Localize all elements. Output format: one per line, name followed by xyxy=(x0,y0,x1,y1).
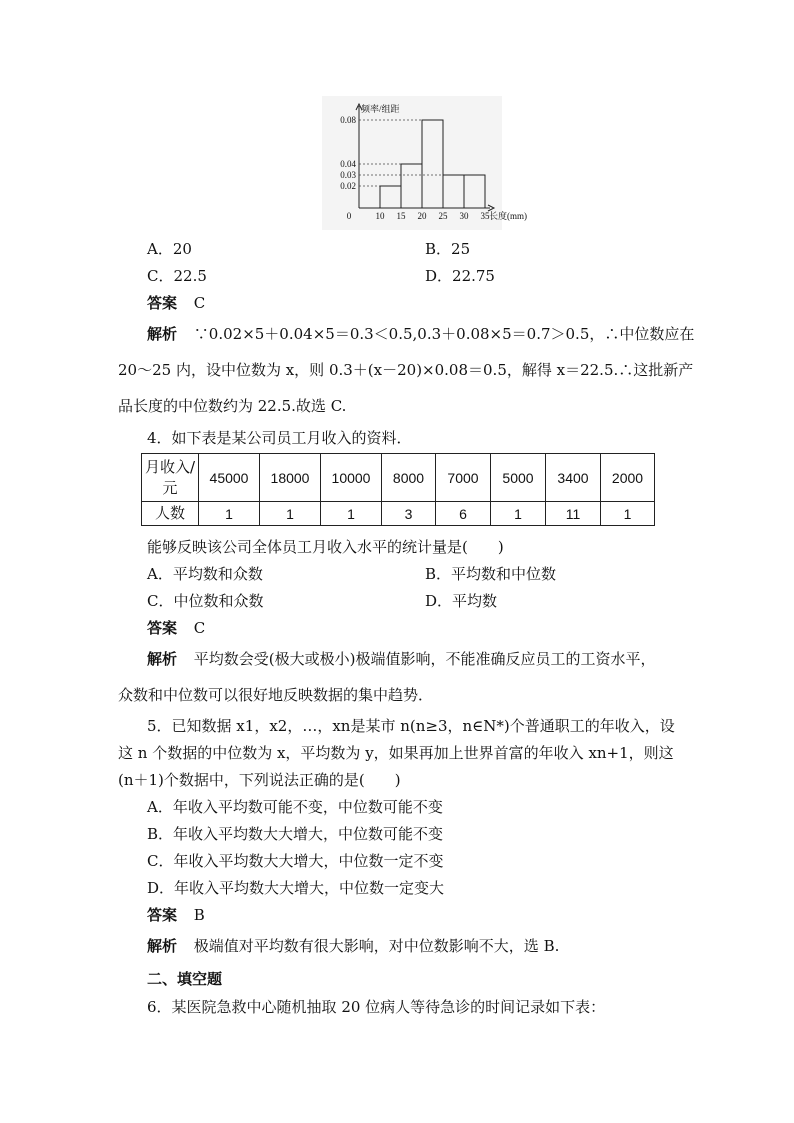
table-cell: 6 xyxy=(436,502,491,526)
table-cell: 45000 xyxy=(199,454,260,502)
y-tick-label: 0.03 xyxy=(340,170,356,180)
table-cell: 3400 xyxy=(546,454,601,502)
q4-option-d: D．平均数 xyxy=(425,592,498,610)
income-table xyxy=(141,453,655,526)
answer-value: C xyxy=(193,619,206,637)
table-cell: 1 xyxy=(199,502,260,526)
answer-value: B xyxy=(193,906,205,924)
q4-option-a: A．平均数和众数 xyxy=(147,565,263,583)
answer-label: 答案 xyxy=(147,619,178,637)
origin-label: 0 xyxy=(346,211,352,221)
table-cell: 1 xyxy=(491,502,546,526)
answer-value: C xyxy=(193,294,206,312)
q4-question: 能够反映该公司全体员工月收入水平的统计量是( ) xyxy=(147,538,504,556)
x-tick-label: 25 xyxy=(438,211,448,221)
q5-option-c: C．年收入平均数大大增大，中位数一定不变 xyxy=(147,852,444,870)
y-axis-label: 频率/组距 xyxy=(361,104,400,114)
table-row xyxy=(142,454,655,502)
y-tick-label: 0.08 xyxy=(340,115,356,125)
x-tick-label: 35 xyxy=(480,211,490,221)
q5-option-a: A．年收入平均数可能不变，中位数可能不变 xyxy=(147,798,443,816)
q6-stem: 6．某医院急救中心随机抽取 20 位病人等待急诊的时间记录如下表： xyxy=(147,998,606,1016)
analysis-label: 解析 xyxy=(147,937,178,955)
x-axis-label: 长度(mm) xyxy=(489,211,527,221)
table-cell: 1 xyxy=(601,502,655,526)
q5-analysis xyxy=(147,937,559,955)
q5-line1: 5．已知数据 x1，x2，…，xn是某市 n(n≥3，n∈N*)个普通职工的年收入，设 xyxy=(147,717,675,735)
q3-option-c: C．22.5 xyxy=(147,267,207,285)
q3-analysis-line1 xyxy=(147,325,694,343)
q3-answer xyxy=(147,294,205,312)
q3-option-d: D．22.75 xyxy=(425,267,495,285)
section-heading: 二、填空题 xyxy=(147,970,223,988)
table-cell: 11 xyxy=(546,502,601,526)
q4-analysis-line1 xyxy=(147,650,656,668)
x-tick-label: 30 xyxy=(459,211,469,221)
q5-line2: 这 n 个数据的中位数为 x，平均数为 y，如果再加上世界首富的年收入 xn+1，则这 xyxy=(118,744,674,762)
answer-label: 答案 xyxy=(147,906,178,924)
q5-option-d: D．年收入平均数大大增大，中位数一定变大 xyxy=(147,879,445,897)
table-cell: 5000 xyxy=(491,454,546,502)
analysis-text: ∵0.02×5＋0.04×5＝0.3＜0.5,0.3＋0.08×5＝0.7＞0.5，∴中位数应在 xyxy=(193,325,695,343)
table-cell: 7000 xyxy=(436,454,491,502)
q5-line3: (n＋1)个数据中，下列说法正确的是( ) xyxy=(118,771,401,789)
y-tick-label: 0.04 xyxy=(340,159,356,169)
q3-analysis-line3: 品长度的中位数约为 22.5.故选 C. xyxy=(118,397,347,415)
q5-option-b: B．年收入平均数大大增大，中位数可能不变 xyxy=(147,825,444,843)
q4-answer xyxy=(147,619,205,637)
table-cell: 1 xyxy=(321,502,382,526)
x-tick-label: 20 xyxy=(417,211,427,221)
table-cell: 3 xyxy=(382,502,436,526)
answer-label: 答案 xyxy=(147,294,178,312)
table-header-income: 月收入/元 xyxy=(142,454,199,502)
table-cell: 1 xyxy=(260,502,321,526)
x-tick-label: 15 xyxy=(396,211,406,221)
analysis-text: 平均数会受(极大或极小)极端值影响，不能准确反应员工的工资水平， xyxy=(193,650,656,668)
q5-answer xyxy=(147,906,205,924)
y-tick-label: 0.02 xyxy=(340,181,356,191)
table-cell: 10000 xyxy=(321,454,382,502)
table-header-count: 人数 xyxy=(142,502,199,526)
analysis-label: 解析 xyxy=(147,650,178,668)
x-tick-label: 10 xyxy=(375,211,385,221)
table-cell: 18000 xyxy=(260,454,321,502)
q4-option-c: C．中位数和众数 xyxy=(147,592,264,610)
table-cell: 2000 xyxy=(601,454,655,502)
histogram-figure xyxy=(322,96,527,230)
q4-analysis-line2: 众数和中位数可以很好地反映数据的集中趋势． xyxy=(118,686,434,704)
q3-analysis-line2: 20～25 内，设中位数为 x，则 0.3＋(x－20)×0.08＝0.5，解得 x＝22.5.∴这批新产 xyxy=(118,361,694,379)
q3-option-a: A．20 xyxy=(147,240,192,258)
table-row xyxy=(142,502,655,526)
q4-stem: 4．如下表是某公司员工月收入的资料． xyxy=(147,429,412,447)
table-cell: 8000 xyxy=(382,454,436,502)
q4-option-b: B．平均数和中位数 xyxy=(425,565,557,583)
analysis-text: 极端值对平均数有很大影响，对中位数影响不大，选 B. xyxy=(193,937,560,955)
analysis-label: 解析 xyxy=(147,325,178,343)
q3-option-b: B．25 xyxy=(425,240,471,258)
